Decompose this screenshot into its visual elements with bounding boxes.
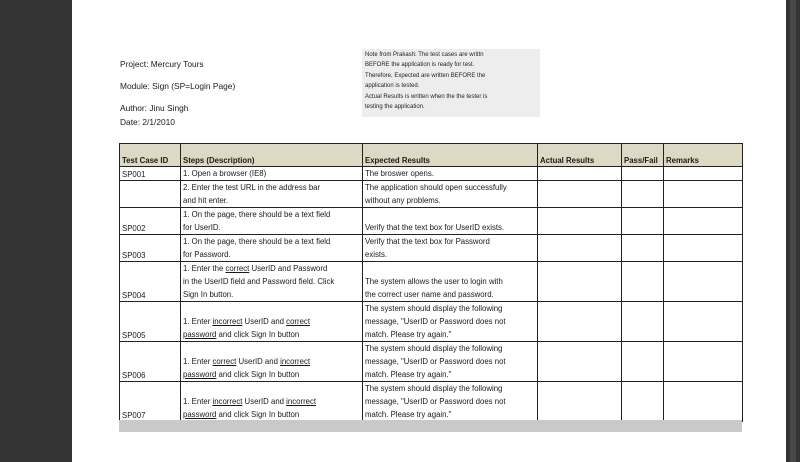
test-case-table <box>119 143 743 422</box>
steps-line <box>183 275 360 288</box>
actual-results-cell <box>538 181 622 208</box>
step-text: and click Sign In button <box>216 410 300 419</box>
steps-cell <box>181 262 363 302</box>
expected-line <box>365 208 535 221</box>
steps-cell <box>181 302 363 342</box>
pass-fail-cell <box>622 181 664 208</box>
remarks-cell <box>664 302 743 342</box>
expected-results-cell <box>363 302 538 342</box>
table-row <box>120 382 743 422</box>
header-expected-results: Expected Results <box>363 144 538 167</box>
document-page <box>72 0 786 462</box>
header-pass-fail: Pass/Fail <box>622 144 664 167</box>
remarks-cell <box>664 235 743 262</box>
underlined-text: password <box>183 330 217 339</box>
expected-line: The system should display the following <box>365 344 503 353</box>
actual-results-cell <box>538 208 622 235</box>
steps-cell <box>181 167 363 181</box>
remarks-cell <box>664 181 743 208</box>
steps-line <box>183 342 360 355</box>
step-text: and click Sign In button <box>216 330 300 339</box>
table-row <box>120 302 743 342</box>
pass-fail-cell <box>622 167 664 181</box>
pass-fail-cell <box>622 302 664 342</box>
note-line: Note from Prakash: The test cases are writtn <box>365 52 484 58</box>
expected-line: match. Please try again." <box>365 330 452 339</box>
test-case-id-cell: SP003 <box>120 235 181 262</box>
expected-results-cell <box>363 181 538 208</box>
actual-results-cell <box>538 382 622 422</box>
steps-cell <box>181 342 363 382</box>
scrollbar-thumb[interactable] <box>790 0 796 462</box>
steps-line <box>183 208 360 221</box>
pass-fail-cell <box>622 342 664 382</box>
author-label: Author: Jinu Singh <box>120 103 189 113</box>
steps-line <box>183 382 360 395</box>
module-label: Module: Sign (SP=Login Page) <box>120 81 236 91</box>
actual-results-cell <box>538 235 622 262</box>
step-text: in the UserID field and Password field. Click <box>183 277 335 286</box>
note-box <box>362 49 540 117</box>
left-gutter <box>0 0 72 462</box>
steps-cell <box>181 235 363 262</box>
step-text: 1. On the page, there should be a text field <box>183 237 331 246</box>
header-steps: Steps (Description) <box>181 144 363 167</box>
underlined-text: incorrect <box>212 317 243 326</box>
steps-line <box>183 315 360 328</box>
steps-line <box>183 235 360 248</box>
expected-line: message, "UserID or Password does not <box>365 357 506 366</box>
step-text: and hit enter. <box>183 196 229 205</box>
step-text: 1. Enter the <box>183 264 226 273</box>
expected-line: without any problems. <box>365 196 441 205</box>
remarks-cell <box>664 262 743 302</box>
remarks-cell <box>664 208 743 235</box>
test-case-id-cell: SP007 <box>120 382 181 422</box>
expected-results-cell <box>363 342 538 382</box>
steps-line <box>183 355 360 368</box>
underlined-text: correct <box>286 317 311 326</box>
underlined-text: incorrect <box>280 357 311 366</box>
note-line: application is tested. <box>365 83 420 90</box>
steps-line <box>183 328 360 341</box>
expected-results-cell <box>363 167 538 181</box>
table-row <box>120 181 743 208</box>
expected-line: The system allows the user to login with <box>365 277 503 286</box>
expected-line: message, "UserID or Password does not <box>365 397 506 406</box>
note-line: BEFORE the application is ready for test. <box>365 62 475 69</box>
test-case-id-cell: SP006 <box>120 342 181 382</box>
actual-results-cell <box>538 167 622 181</box>
remarks-cell <box>664 167 743 181</box>
steps-line <box>183 288 360 301</box>
underlined-text: incorrect <box>212 397 243 406</box>
test-case-id-cell: SP004 <box>120 262 181 302</box>
step-text: 2. Enter the test URL in the address bar <box>183 183 321 192</box>
remarks-cell <box>664 382 743 422</box>
step-text: UserID and <box>242 317 287 326</box>
table-row <box>120 167 743 181</box>
expected-line: The system should display the following <box>365 384 503 393</box>
expected-line: match. Please try again." <box>365 410 452 419</box>
actual-results-cell <box>538 262 622 302</box>
pass-fail-cell <box>622 208 664 235</box>
pass-fail-cell <box>622 382 664 422</box>
expected-line: The application should open successfully <box>365 183 507 192</box>
step-text: UserID and <box>236 357 281 366</box>
step-text: 1. Enter <box>183 317 213 326</box>
date-label: Date: 2/1/2010 <box>120 117 175 127</box>
expected-results-cell <box>363 262 538 302</box>
steps-line <box>183 395 360 408</box>
expected-results-cell <box>363 208 538 235</box>
expected-line: Verify that the text box for Password <box>365 237 490 246</box>
step-text: 1. On the page, there should be a text field <box>183 210 331 219</box>
underlined-text: password <box>183 370 217 379</box>
pass-fail-cell <box>622 235 664 262</box>
steps-line <box>183 262 360 275</box>
steps-cell <box>181 208 363 235</box>
expected-line: the correct user name and password. <box>365 290 494 299</box>
step-text: 1. Enter <box>183 397 213 406</box>
test-case-id-cell <box>120 181 181 208</box>
pass-fail-cell <box>622 262 664 302</box>
underlined-text: correct <box>225 264 250 273</box>
table-row <box>120 208 743 235</box>
expected-line <box>365 262 535 275</box>
steps-line <box>183 248 360 261</box>
steps-cell <box>181 181 363 208</box>
expected-line: Verify that the text box for UserID exists. <box>365 223 505 232</box>
header-test-case-id: Test Case ID <box>120 144 181 167</box>
steps-line <box>183 368 360 381</box>
step-text: 1. Enter <box>183 357 213 366</box>
table-footer-bar <box>119 420 742 432</box>
step-text: and click Sign In button <box>216 370 300 379</box>
step-text: UserID and <box>242 397 287 406</box>
test-case-id-cell: SP002 <box>120 208 181 235</box>
actual-results-cell <box>538 342 622 382</box>
expected-line: match. Please try again." <box>365 370 452 379</box>
step-text: UserID and Password <box>249 264 328 273</box>
header-remarks: Remarks <box>664 144 743 167</box>
expected-line: The broswer opens. <box>365 169 434 178</box>
table-header-row <box>120 144 743 167</box>
remarks-cell <box>664 342 743 382</box>
step-text: 1. Open a browser (IE8) <box>183 169 267 178</box>
steps-cell <box>181 382 363 422</box>
underlined-text: correct <box>212 357 237 366</box>
scrollbar[interactable] <box>786 0 800 462</box>
steps-line <box>183 302 360 315</box>
expected-line: The system should display the following <box>365 304 503 313</box>
step-text: for Password. <box>183 250 231 259</box>
step-text: for UserID. <box>183 223 221 232</box>
note-line: Actual Results is written when the the tester is <box>365 93 488 100</box>
note-line: testing the application. <box>365 104 425 111</box>
table-row <box>120 342 743 382</box>
step-text: Sign In button. <box>183 290 234 299</box>
actual-results-cell <box>538 302 622 342</box>
underlined-text: incorrect <box>286 397 317 406</box>
test-case-id-cell: SP001 <box>120 167 181 181</box>
expected-line: message, "UserID or Password does not <box>365 317 506 326</box>
note-line: Therefore, Expected are written BEFORE the <box>365 72 486 79</box>
expected-results-cell <box>363 235 538 262</box>
project-label: Project: Mercury Tours <box>120 59 204 69</box>
steps-line <box>183 221 360 234</box>
expected-results-cell <box>363 382 538 422</box>
steps-line <box>183 167 360 180</box>
steps-line <box>183 181 360 194</box>
steps-line <box>183 194 360 207</box>
header-actual-results: Actual Results <box>538 144 622 167</box>
underlined-text: password <box>183 410 217 419</box>
table-row <box>120 262 743 302</box>
test-case-id-cell: SP005 <box>120 302 181 342</box>
table-row <box>120 235 743 262</box>
expected-line: exists. <box>365 250 388 259</box>
